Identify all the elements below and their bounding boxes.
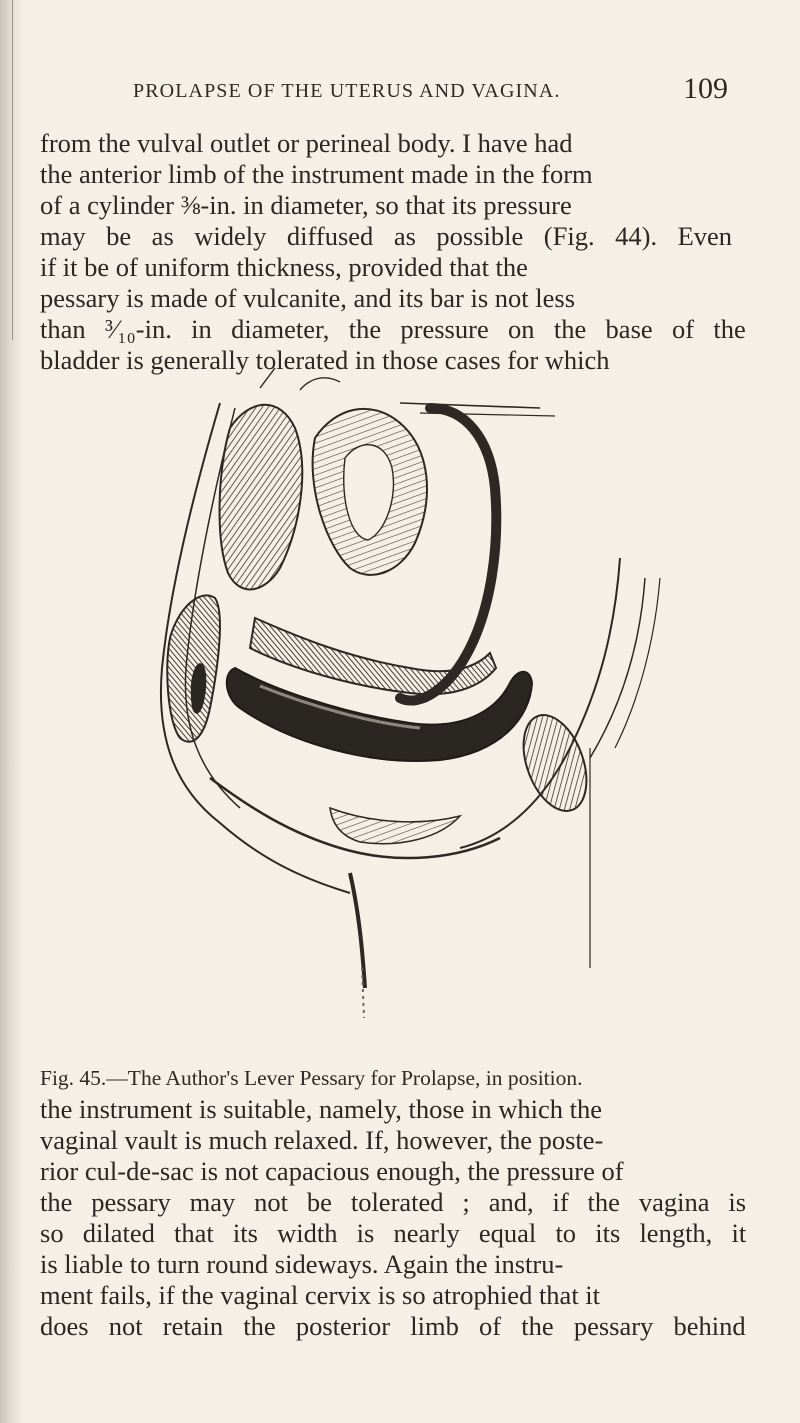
pubic-bone [167, 595, 220, 741]
page-number: 109 [683, 72, 728, 105]
text-line: of a cylinder ⅜-in. in diameter, so that its pressure [40, 190, 572, 220]
text-line: than ³⁄₁₀-in. in diameter, the pressure on the base of the [40, 314, 746, 344]
text-line: pessary is made of vulcanite, and its bar is not less [40, 283, 576, 313]
vagina [250, 618, 496, 694]
top-paragraph [40, 128, 746, 376]
text-line: the pessary may not be tolerated ; and, if the vagina is [40, 1187, 747, 1217]
binding-edge [12, 0, 13, 340]
text-line: the anterior limb of the instrument made in the form [40, 159, 593, 189]
text-line: is liable to turn round sideways. Again the instru- [40, 1249, 564, 1279]
cervix [512, 706, 599, 819]
back-contour-2 [590, 578, 645, 758]
text-line: if it be of uniform thickness, provided that the [40, 252, 528, 282]
rectum-inner [438, 416, 487, 638]
right-stroke [615, 578, 660, 748]
text-line: rior cul-de-sac is not capacious enough, the pressure of [40, 1156, 624, 1186]
text-line: from the vulval outlet or perineal body. I have had [40, 128, 573, 158]
text-line: does not retain the posterior limb of the pessary behind [40, 1311, 746, 1341]
running-title: PROLAPSE OF THE UTERUS AND VAGINA. [133, 80, 561, 102]
text-line: ment fails, if the vaginal cervix is so atrophied that it [40, 1280, 601, 1310]
text-line: the instrument is suitable, namely, those in which the [40, 1094, 603, 1124]
sacrum-line [400, 403, 540, 408]
bottom-paragraph [40, 1094, 746, 1342]
figure-caption: Fig. 45.—The Author's Lever Pessary for Prolapse, in position. [40, 1066, 583, 1090]
top-stroke [260, 368, 275, 388]
top-stroke-2 [300, 378, 340, 390]
text-line: so dilated that its width is nearly equal to its length, it [40, 1218, 747, 1248]
perineum-shade [330, 808, 460, 844]
text-line: vaginal vault is much relaxed. If, however, the poste- [40, 1125, 604, 1155]
bladder [220, 405, 303, 590]
text-line: may be as widely diffused as possible (Fig. 44). Even [40, 221, 733, 251]
text-line: bladder is generally tolerated in those cases for which [40, 345, 610, 375]
anatomical-illustration [100, 368, 700, 1058]
